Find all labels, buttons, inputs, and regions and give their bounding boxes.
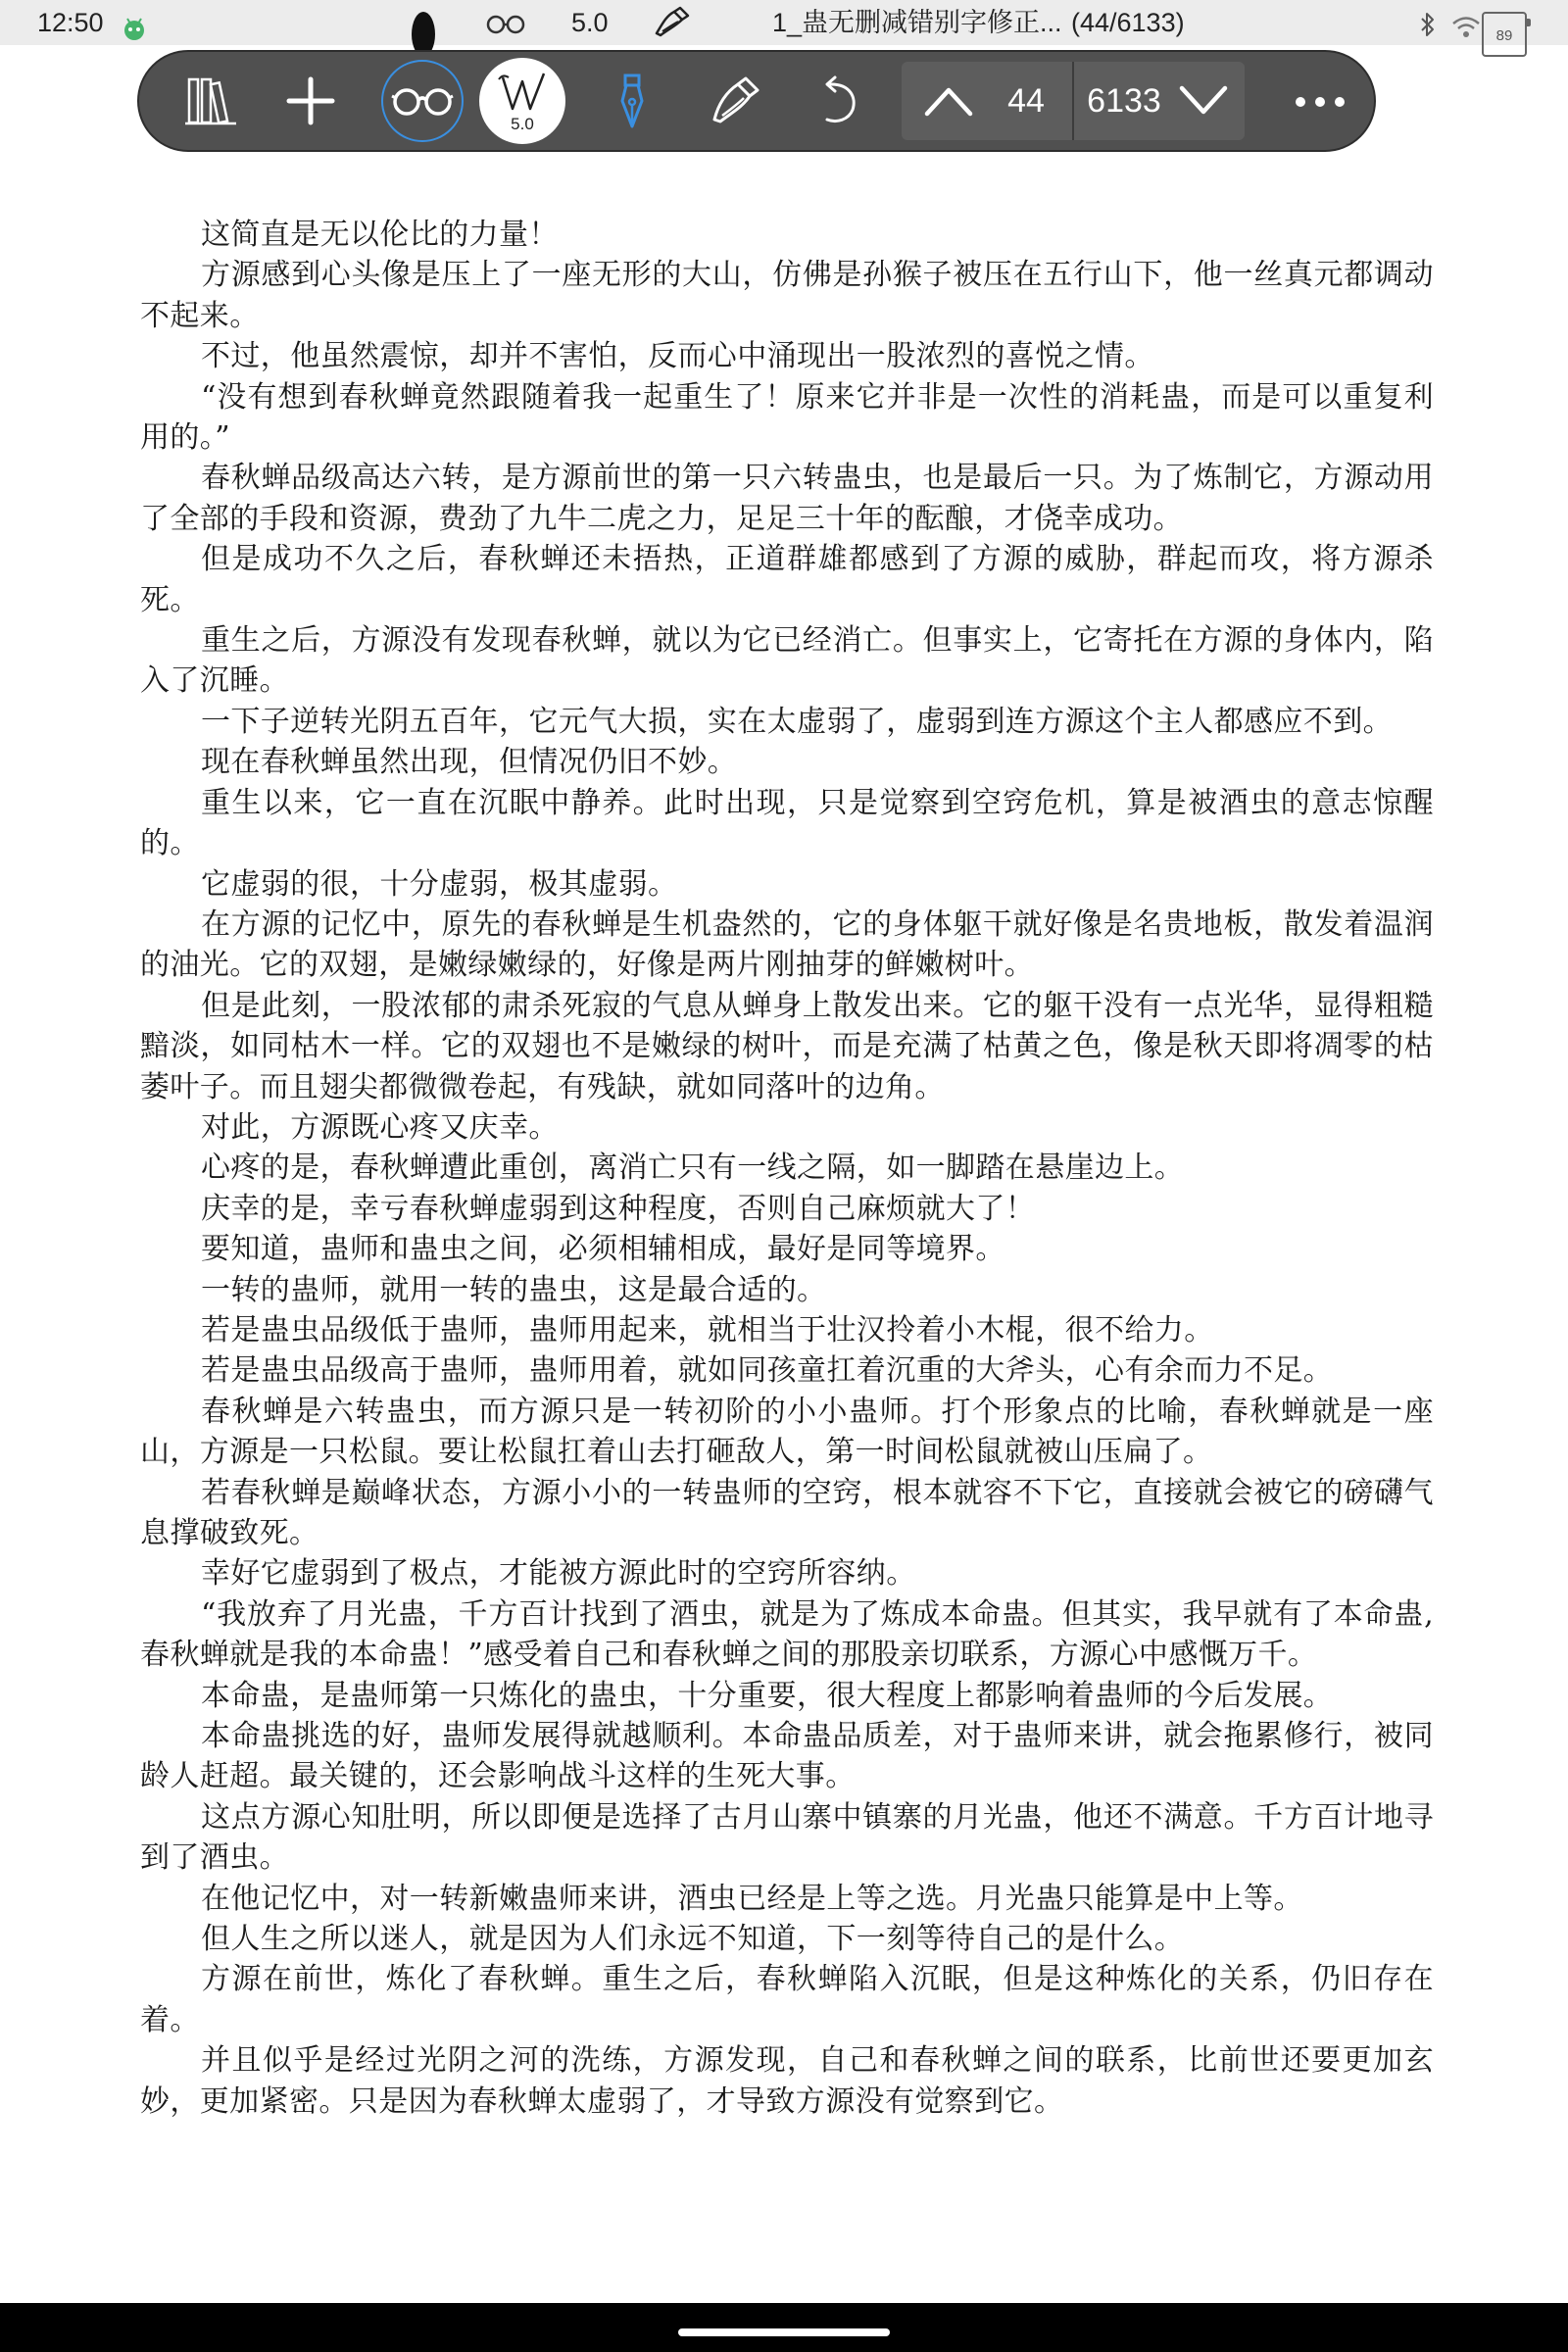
- bluetooth-icon: [1419, 8, 1437, 53]
- page-divider: [1072, 62, 1074, 140]
- active-ring: [381, 60, 464, 142]
- paragraph: 它虚弱的很，十分虚弱，极其虚弱。: [201, 866, 678, 902]
- current-page-number[interactable]: 44: [1007, 82, 1045, 120]
- paragraph: 本命蛊，是蛊师第一只炼化的蛊虫，十分重要，很大程度上都影响着蛊师的今后发展。: [201, 1678, 1334, 1713]
- battery-indicator: 89: [1482, 12, 1527, 57]
- pen-button[interactable]: [588, 52, 676, 150]
- paragraph: 在方源的记忆中，原先的春秋蝉是生机盎然的，它的身体躯干就好像是名贵地板，散发着温润的油光。它的双翅，是嫩绿嫩绿的，好像是两片刚抽芽的鲜嫩树叶。: [140, 906, 1434, 983]
- paragraph: 庆幸的是，幸亏春秋蝉虚弱到这种程度，否则自己麻烦就大了！: [201, 1191, 1036, 1226]
- more-icon: [1291, 92, 1349, 111]
- font-weight-button[interactable]: [478, 52, 566, 150]
- font-weight-icon: [495, 70, 550, 117]
- paragraph: 这点方源心知肚明，所以即便是选择了古月山寨中镇寨的月光蛊，他还不满意。千方百计地寻到了酒虫。: [140, 1799, 1434, 1876]
- paragraph: 重生之后，方源没有发现春秋蝉，就以为它已经消亡。但事实上，它寄托在方源的身体内，陷入了沉睡。: [140, 623, 1434, 699]
- paragraph: 但是成功不久之后，春秋蝉还未捂热，正道群雄都感到了方源的威胁，群起而攻，将方源杀死。: [140, 542, 1434, 617]
- paragraph: “我放弃了月光蛊，千方百计找到了酒虫，就是为了炼成本命蛊。但其实，我早就有了本命蛊,春秋蝉就是我的本命蛊！”感受着自己和春秋蝉之间的那股亲切联系，方源心中感慨万千。: [140, 1596, 1434, 1673]
- pen-icon: [612, 72, 652, 130]
- paragraph: 若是蛊虫品级高于蛊师，蛊师用着，就如同孩童扛着沉重的大斧头，心有余而力不足。: [201, 1353, 1334, 1389]
- paragraph: 但是此刻，一股浓郁的肃杀死寂的气息从蝉身上散发出来。它的躯干没有一点光华，显得粗糙黯淡，如同枯木一样。它的双翅也不是嫩绿的树叶，而是充满了枯黄之色，像是秋天即将凋零的枯萎叶子。而且翅尖都微微卷起，有残缺，就如同落叶的边角。: [140, 988, 1434, 1104]
- paragraph: 春秋蝉品级高达六转，是方源前世的第一只六转蛊虫，也是最后一只。为了炼制它，方源动用了全部的手段和资源，费劲了九牛二虎之力，足足三十年的酝酿，才侥幸成功。: [140, 461, 1434, 536]
- status-page-indicator: (44/6133): [1071, 8, 1185, 37]
- paragraph: 若是蛊虫品级低于蛊师，蛊师用起来，就相当于壮汉拎着小木棍，很不给力。: [201, 1312, 1214, 1348]
- total-pages-number: 6133: [1087, 82, 1161, 120]
- previous-page-button[interactable]: [911, 62, 986, 140]
- glasses-status-icon: [484, 8, 527, 53]
- page-navigator: [902, 62, 1245, 140]
- paragraph: 方源感到心头像是压上了一座无形的大山，仿佛是孙猴子被压在五行山下，他一丝真元都调动不起来。: [140, 258, 1434, 333]
- undo-icon: [817, 74, 862, 127]
- paragraph: 若春秋蝉是巅峰状态，方源小小的一转蛊师的空窍，根本就容不下它，直接就会被它的磅礴气息撑破致死。: [140, 1475, 1434, 1550]
- font-weight-value: 5.0: [511, 115, 534, 133]
- paragraph: 重生以来，它一直在沉眠中静养。此时出现，只是觉察到空窍危机，算是被酒虫的意志惊醒的。: [140, 785, 1434, 861]
- reading-mode-button[interactable]: [378, 52, 466, 150]
- paragraph: 幸好它虚弱到了极点，才能被方源此时的空窍所容纳。: [201, 1556, 916, 1592]
- paragraph: 但人生之所以迷人，就是因为人们永远不知道，下一刻等待自己的是什么。: [201, 1922, 1185, 1957]
- paragraph: 本命蛊挑选的好，蛊师发展得就越顺利。本命蛊品质差，对于蛊师来讲，就会拖累修行，被同龄人赶超。最关键的，还会影响战斗这样的生死大事。: [140, 1719, 1434, 1794]
- paragraph: 不过，他虽然震惊，却并不害怕，反而心中涌现出一股浓烈的喜悦之情。: [201, 339, 1154, 374]
- library-button[interactable]: [167, 52, 255, 150]
- library-icon: [183, 74, 238, 128]
- add-button[interactable]: [267, 52, 355, 150]
- font-weight-disc: [479, 58, 565, 144]
- wifi-icon: [1450, 9, 1482, 54]
- paragraph: 这简直是无以伦比的力量！: [201, 218, 559, 252]
- glasses-icon: [390, 83, 455, 119]
- chevron-up-icon: [923, 84, 974, 118]
- more-options-button[interactable]: [1276, 52, 1364, 150]
- signature-button[interactable]: [692, 52, 780, 150]
- paragraph: 对此，方源既心疼又庆幸。: [201, 1109, 559, 1145]
- next-page-button[interactable]: [1166, 62, 1241, 140]
- chevron-down-icon: [1178, 84, 1229, 118]
- status-bar: [0, 0, 1568, 45]
- status-time: 12:50: [37, 8, 104, 37]
- undo-button[interactable]: [796, 52, 884, 150]
- paragraph: 并且似乎是经过光阴之河的洗练，方源发现，自己和春秋蝉之间的联系，比前世还要更加玄妙，更加紧密。只是因为春秋蝉太虚弱了，才导致方源没有觉察到它。: [140, 2043, 1434, 2119]
- status-font-weight: 5.0: [571, 8, 609, 37]
- add-icon: [285, 75, 336, 126]
- android-robot-icon: [122, 10, 147, 55]
- paragraph: “没有想到春秋蝉竟然跟随着我一起重生了！原来它并非是一次性的消耗蛊，而是可以重复利用的。”: [140, 379, 1434, 456]
- signature-icon: [709, 74, 763, 127]
- paragraph: 一下子逆转光阴五百年，它元气大损，实在太虚弱了，虚弱到连方源这个主人都感应不到。: [201, 704, 1393, 739]
- status-book-title: 1_蛊无删减错别字修正...: [772, 8, 1062, 37]
- paragraph: 春秋蝉是六转蛊虫，而方源只是一转初阶的小小蛊师。打个形象点的比喻，春秋蝉就是一座山，方源是一只松鼠。要让松鼠扛着山去打砸敌人，第一时间松鼠就被山压扁了。: [140, 1394, 1434, 1470]
- paragraph: 方源在前世，炼化了春秋蝉。重生之后，春秋蝉陷入沉眠，但是这种炼化的关系，仍旧存在着。: [140, 1962, 1434, 2037]
- reader-toolbar: [137, 50, 1376, 152]
- paragraph: 一转的蛊师，就用一转的蛊虫，这是最合适的。: [201, 1272, 827, 1307]
- home-gesture-handle[interactable]: [678, 2328, 890, 2336]
- paragraph: 要知道，蛊师和蛊虫之间，必须相辅相成，最好是同等境界。: [201, 1232, 1005, 1267]
- paragraph: 在他记忆中，对一转新嫩蛊师来讲，酒虫已经是上等之选。月光蛊只能算是中上等。: [201, 1881, 1303, 1916]
- system-navigation-bar: [0, 2303, 1568, 2352]
- book-page-text: [140, 215, 1434, 2122]
- paragraph: 现在春秋蝉虽然出现，但情况仍旧不妙。: [201, 745, 738, 780]
- paragraph: 心疼的是，春秋蝉遭此重创，离消亡只有一线之隔，如一脚踏在悬崖边上。: [201, 1151, 1185, 1186]
- signature-status-icon: [653, 6, 692, 51]
